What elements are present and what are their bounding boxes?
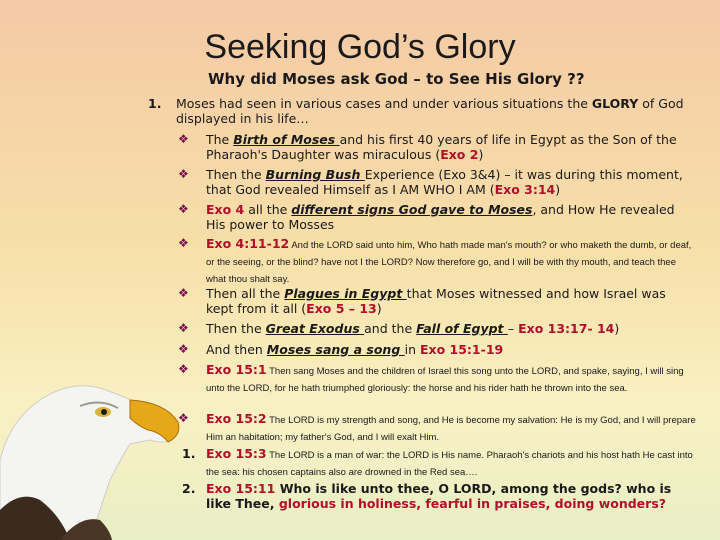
scripture-ref: Exo 15:11 xyxy=(206,481,276,496)
list-number: 1. xyxy=(148,96,162,111)
bullet-text: and his first 40 years of life in Egypt as the Son of the Pharaoh's Daughter was miraculous ( xyxy=(206,132,677,162)
scripture-ref: Exo 15:1-19 xyxy=(420,342,504,357)
scripture-ref: Exo 4 xyxy=(206,202,245,217)
scripture-ref: Exo 4:11-12 xyxy=(206,236,290,251)
diamond-bullet-icon: ❖ xyxy=(178,342,189,356)
bullet-text: ) xyxy=(614,321,620,336)
emphasis-text: Plagues in Egypt xyxy=(284,286,407,301)
verse-text: And the LORD said unto him, Who hath made man's mouth? or who maketh the dumb, or deaf, or the seeing, or the blind? have not I the LORD? Now therefore go, and I will be with thy mouth, and teach thee what thou shalt say. xyxy=(206,240,692,285)
bullet-text: ) xyxy=(376,301,382,316)
emphasis-text: Fall of Egypt xyxy=(416,321,508,336)
bullet-text: Then all the xyxy=(206,286,285,301)
scripture-ref: Exo 13:17- 14 xyxy=(518,321,615,336)
emphasis-text: Birth of Moses xyxy=(233,132,340,147)
point-text-cont: of God displayed in his life… xyxy=(176,96,684,126)
list-number: 1. xyxy=(182,446,196,461)
diamond-bullet-icon: ❖ xyxy=(178,132,189,146)
point-text: Moses had seen in various cases and under various situations the xyxy=(176,96,592,111)
verse-text: The LORD is a man of war: the LORD is His name. Pharaoh's chariots and his host hath He cast into the sea: his chosen captains also are drowned in the Red sea…. xyxy=(206,450,693,478)
bullet-text: Then the xyxy=(206,167,266,182)
emphasis-text: Moses sang a song xyxy=(266,342,405,357)
bullet-text: Then the xyxy=(206,321,266,336)
diamond-bullet-icon: ❖ xyxy=(178,321,189,335)
bullet-text: in xyxy=(404,342,420,357)
scripture-ref: Exo 15:3 xyxy=(206,446,267,461)
emphasis-text: different signs God gave to Moses xyxy=(291,202,533,217)
list-number: 2. xyxy=(182,481,196,496)
scripture-ref: Exo 5 – 13 xyxy=(306,301,377,316)
bullet-text: ) xyxy=(478,147,484,162)
diamond-bullet-icon: ❖ xyxy=(178,202,189,216)
bullet-text: Experience (Exo 3&4) – it was during this moment, that God revealed Himself as I AM WHO I AM ( xyxy=(206,167,683,197)
bullet-text: that Moses witnessed and how Israel was kept from it all ( xyxy=(206,286,666,316)
subtitle: Why did Moses ask God – to See His Glory ?? xyxy=(208,70,585,88)
bullet-text: ) xyxy=(555,182,561,197)
glory-text: GLORY xyxy=(591,96,639,111)
scripture-ref: Exo 15:2 xyxy=(206,411,267,426)
verse-text: Who is like unto thee, O LORD, among the gods? who is like Thee, xyxy=(206,481,672,511)
scripture-ref: Exo 3:14 xyxy=(494,182,556,197)
bullet-text: and the xyxy=(364,321,417,336)
bullet-text: , and How He revealed His power to Mosses xyxy=(206,202,675,232)
diamond-bullet-icon: ❖ xyxy=(178,236,189,250)
scripture-ref: Exo 2 xyxy=(440,147,479,162)
emphasis-text: Burning Bush xyxy=(265,167,365,182)
bullet-text: The xyxy=(206,132,234,147)
highlight-text: glorious in holiness, fearful in praises, doing wonders? xyxy=(278,496,667,511)
bullet-text: And then xyxy=(206,342,267,357)
diamond-bullet-icon: ❖ xyxy=(178,411,189,425)
diamond-bullet-icon: ❖ xyxy=(178,286,189,300)
bullet-text: – xyxy=(507,321,519,336)
verse-text: Then sang Moses and the children of Israel this song unto the LORD, and spake, saying, I will sing unto the LORD, for he hath triumphed gloriously: the horse and his rider hath he thrown into the sea. xyxy=(206,366,684,394)
scripture-ref: Exo 15:1 xyxy=(206,362,267,377)
diamond-bullet-icon: ❖ xyxy=(178,167,189,181)
diamond-bullet-icon: ❖ xyxy=(178,362,189,376)
emphasis-text: Great Exodus xyxy=(265,321,365,336)
page-title: Seeking God’s Glory xyxy=(204,28,516,66)
verse-text: The LORD is my strength and song, and He is become my salvation: He is my God, and I will prepare Him an habitation; my father's God, and I will exalt Him. xyxy=(206,415,696,443)
bullet-text: all the xyxy=(244,202,292,217)
